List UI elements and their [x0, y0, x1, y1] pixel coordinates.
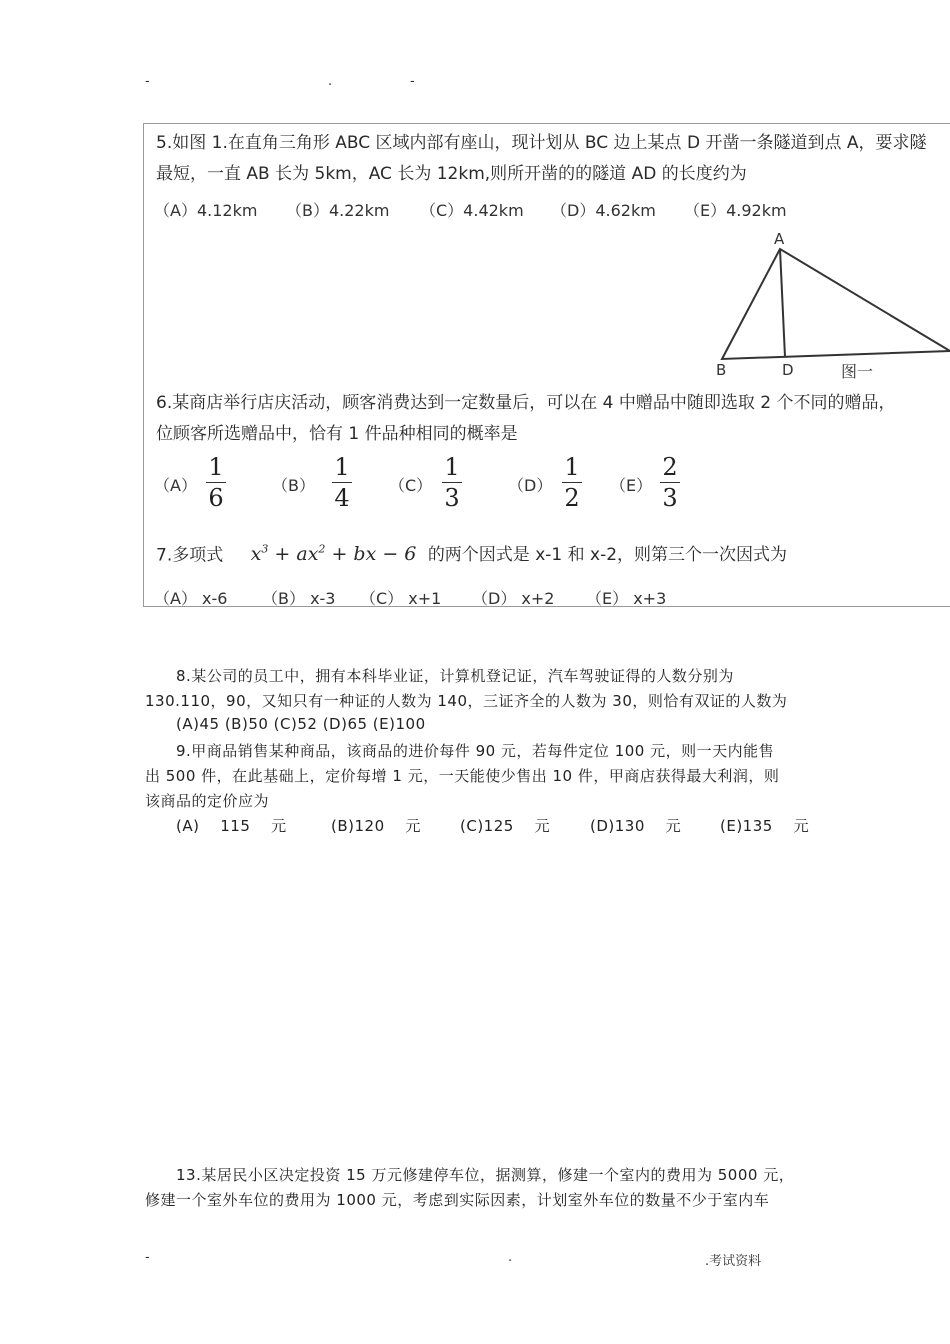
- q5-option-c: （C）4.42km: [420, 201, 524, 220]
- q9-line2: 出 500 件，在此基础上，定价每增 1 元，一天能使少售出 10 件，甲商店获得最大利润，则: [145, 767, 780, 785]
- q6-option-c-fraction: [440, 452, 464, 513]
- header-dot: .: [328, 74, 333, 89]
- q8-line2: 130.110，90，又知只有一种证的人数为 140，三证齐全的人数为 30，则恰有双证的人数为: [145, 692, 788, 710]
- q8-options: (A)45 (B)50 (C)52 (D)65 (E)100: [176, 715, 426, 733]
- q5-line1: 5.如图 1.在直角三角形 ABC 区域内部有座山，现计划从 BC 边上某点 D 开凿一条隧道到点 A，要求隧: [156, 133, 927, 153]
- q13-line2: 修建一个室外车位的费用为 1000 元，考虑到实际因素，计划室外车位的数量不少于室内车: [145, 1191, 770, 1209]
- q6-option-b-label: （B）: [272, 476, 315, 495]
- fraction-denominator: 2: [564, 484, 580, 512]
- q7-line: [156, 539, 787, 566]
- segment-ad: [780, 249, 785, 357]
- q9-option-a: (A) 115 元: [176, 817, 287, 835]
- q7-option-d: （D） x+2: [472, 589, 555, 608]
- fraction-denominator: 3: [662, 484, 678, 512]
- footer-dot: .: [508, 1250, 513, 1265]
- q9-option-b: (B)120 元: [331, 817, 421, 835]
- q5-line2: 最短，一直 AB 长为 5km，AC 长为 12km,则所开凿的的隧道 AD 的长度约为: [156, 164, 747, 184]
- q6-line2: 位顾客所选赠品中，恰有 1 件品种相同的概率是: [156, 424, 518, 444]
- q7-option-a: （A） x-6: [154, 589, 228, 608]
- q6-option-e-fraction: [658, 452, 682, 513]
- fraction-numerator: 1: [208, 453, 224, 481]
- fraction-numerator: 1: [444, 453, 460, 481]
- q7-suffix: 的两个因式是 x-1 和 x-2，则第三个一次因式为: [427, 545, 788, 566]
- point-d-label: D: [782, 361, 794, 379]
- fraction-numerator: 2: [662, 453, 678, 481]
- footer-dash: -: [145, 1250, 150, 1265]
- q13-line1: 13.某居民小区决定投资 15 万元修建停车位，据测算，修建一个室内的费用为 5000 元，: [176, 1166, 795, 1184]
- q6-option-a-label: （A）: [154, 476, 197, 495]
- fraction-numerator: 1: [334, 453, 350, 481]
- footer-source-label: .考试资料: [705, 1254, 762, 1269]
- q6-option-b-fraction: [330, 452, 354, 513]
- point-a-label: A: [774, 230, 785, 248]
- q6-option-d-label: （D）: [508, 476, 553, 495]
- q5-option-b: （B）4.22km: [286, 201, 390, 220]
- q7-option-b: （B） x-3: [262, 589, 336, 608]
- q7-option-e: （E） x+3: [586, 589, 667, 608]
- q8-line1: 8.某公司的员工中，拥有本科毕业证，计算机登记证，汽车驾驶证得的人数分别为: [176, 667, 734, 685]
- q5-option-e: （E）4.92km: [684, 201, 787, 220]
- questions-5-7-panel: [143, 123, 950, 607]
- q7-polynomial: $x^3 + ax^2$ + bx − 6: [250, 543, 417, 566]
- point-b-label: B: [716, 361, 727, 379]
- fraction-denominator: 4: [334, 484, 350, 512]
- q9-line3: 该商品的定价应为: [145, 792, 270, 810]
- figure-caption: 图一: [841, 362, 874, 381]
- fraction-numerator: 1: [564, 453, 580, 481]
- q6-option-c-label: （C）: [389, 476, 433, 495]
- q9-option-e: (E)135 元: [720, 817, 810, 835]
- q5-option-d: （D）4.62km: [551, 201, 656, 220]
- q6-option-a-fraction: [204, 452, 228, 513]
- q9-option-c: (C)125 元: [460, 817, 551, 835]
- q6-line1: 6.某商店举行店庆活动，顾客消费达到一定数量后，可以在 4 中赠品中随即选取 2 个不同的赠品，: [156, 393, 896, 413]
- q7-option-c: （C） x+1: [360, 589, 442, 608]
- q9-option-d: (D)130 元: [590, 817, 682, 835]
- triangle-abc: [722, 249, 950, 359]
- fraction-denominator: 3: [444, 484, 460, 512]
- q6-option-d-fraction: [560, 452, 584, 513]
- q9-line1: 9.甲商品销售某种商品，该商品的进价每件 90 元，若每件定位 100 元，则一天内能售: [176, 742, 775, 760]
- triangle-figure: [714, 229, 950, 389]
- header-dash-right: -: [410, 74, 415, 89]
- q7-prefix: 7.多项式: [156, 545, 224, 566]
- q6-option-e-label: （E）: [610, 476, 653, 495]
- q5-option-a: （A）4.12km: [154, 201, 258, 220]
- header-dash-left: -: [145, 74, 150, 89]
- fraction-denominator: 6: [208, 484, 224, 512]
